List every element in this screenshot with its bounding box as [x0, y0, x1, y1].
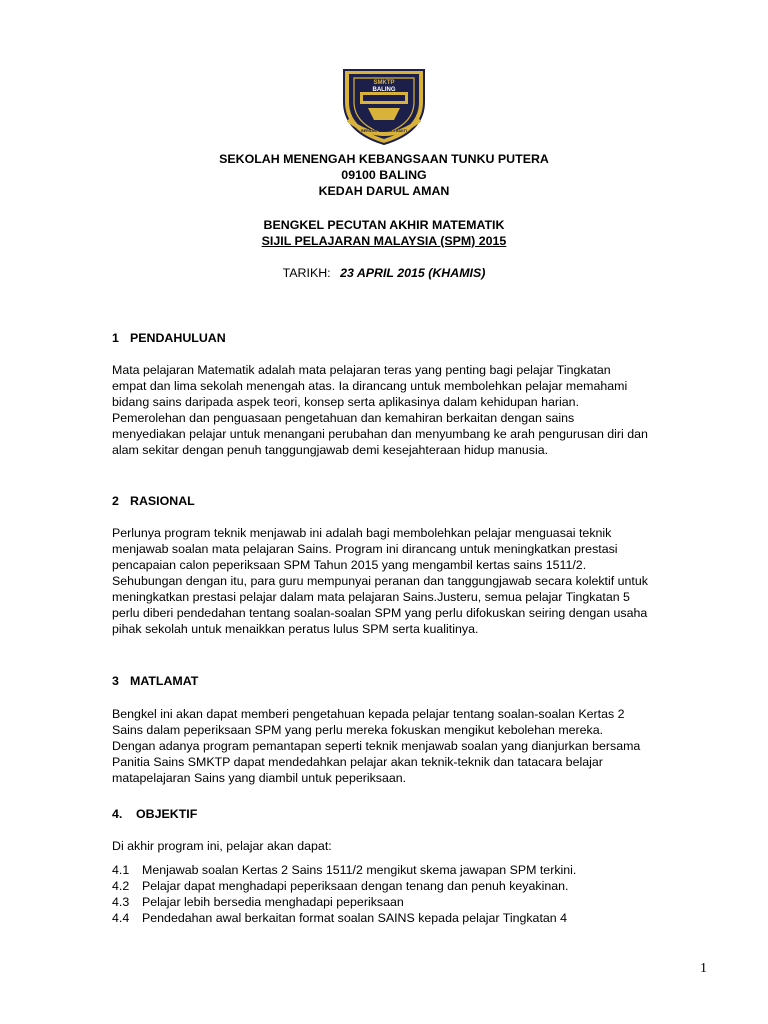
section-number: 4. [112, 807, 123, 821]
paragraph-line: Panitia Sains SMKTP dapat mendedahkan pelajar akan teknik-teknik dan tatacara belajar [112, 755, 603, 769]
paragraph-line: meningkatkan prestasi pelajar dalam mata pelajaran Sains.Justeru, semua pelajar Tingkatan 5 [112, 590, 630, 604]
objectives-list [112, 862, 712, 926]
event-title: BENGKEL PECUTAN AKHIR MATEMATIK [263, 218, 505, 232]
paragraph-line: pihak sekolah untuk menaikkan peratus lulus SPM serta kualitinya. [112, 622, 479, 636]
section-title: RASIONAL [130, 494, 195, 508]
paragraph-line: empat dan lima sekolah menengah atas. Ia dirancang untuk membolehkan pelajar memahami [112, 379, 628, 393]
paragraph-line: Sains dalam peperiksaan SPM yang perlu mereka fokuskan mengikut kebolehan mereka. [112, 723, 604, 737]
paragraph-line: Sehubungan dengan itu, para guru mempunyai peranan dan tanggungjawab secara kolektif untuk [112, 574, 648, 588]
paragraph-line: bidang sains daripada aspek teori, konsep serta aplikasinya dalam kehidupan harian. [112, 395, 580, 409]
svg-text:BALING: BALING [372, 87, 396, 93]
exam-title: SIJIL PELAJARAN MALAYSIA (SPM) 2015 [261, 234, 507, 248]
paragraph-line: pencapaian calon peperiksaan SPM Tahun 2015 yang mengambil kertas sains 1511/2. [112, 558, 587, 572]
school-name: SEKOLAH MENENGAH KEBANGSAAN TUNKU PUTERA [219, 152, 549, 166]
paragraph-line: Pemerolehan dan penguasaan pengetahuan dan kemahiran berkaitan dengan sains [112, 411, 575, 425]
objective-text: Pendedahan awal berkaitan format soalan SAINS kepada pelajar Tingkatan 4 [142, 911, 568, 925]
section-title: MATLAMAT [130, 674, 199, 688]
objective-number: 4.1 [112, 863, 130, 877]
section-heading [112, 806, 197, 822]
paragraph-line: menjawab soalan mata pelajaran Sains. Program ini dirancang untuk meningkatkan prestasi [112, 542, 618, 556]
objective-number: 4.2 [112, 879, 130, 893]
section-heading [112, 330, 226, 346]
section-heading [112, 493, 195, 509]
paragraph-line: Bengkel ini akan dapat memberi pengetahuan kepada pelajar tentang soalan-soalan Kertas 2 [112, 707, 625, 721]
paragraph-line: matapelajaran Sains yang diambil untuk peperiksaan. [112, 771, 407, 785]
list-item [112, 894, 712, 910]
list-item [112, 878, 712, 894]
paragraph-line: Perlunya program teknik menjawab ini adalah bagi membolehkan pelajar menguasai teknik [112, 526, 612, 540]
list-item [112, 862, 712, 878]
list-item [112, 910, 712, 926]
section-title: PENDAHULUAN [130, 331, 226, 345]
paragraph-line: Mata pelajaran Matematik adalah mata pelajaran teras yang penting bagi pelajar Tingkatan [112, 363, 611, 377]
objective-number: 4.3 [112, 895, 130, 909]
section-paragraph [112, 525, 712, 637]
paragraph-line: Dengan adanya program pemantapan seperti teknik menjawab soalan yang dianjurkan bersama [112, 739, 641, 753]
page-number: 1 [700, 961, 707, 976]
paragraph-line: alam sekitar dengan penuh tanggungjawab demi kesejahteraan hidup manusia. [112, 443, 549, 457]
svg-text:BERILMU BERBUDI BAKTI: BERILMU BERBUDI BAKTI [361, 129, 407, 133]
svg-text:SMKTP: SMKTP [373, 80, 395, 86]
paragraph-line: Di akhir program ini, pelajar akan dapat: [112, 839, 332, 853]
section-number: 2 [112, 494, 119, 508]
date-value: 23 APRIL 2015 (KHAMIS) [340, 266, 486, 280]
objective-text: Menjawab soalan Kertas 2 Sains 1511/2 mengikut skema jawapan SPM terkini. [142, 863, 577, 877]
section-number: 1 [112, 331, 119, 345]
school-postcode-city: 09100 BALING [341, 168, 427, 182]
school-state: KEDAH DARUL AMAN [318, 184, 450, 198]
date-label: TARIKH: [282, 266, 331, 280]
section-paragraph [112, 706, 712, 786]
section-paragraph [112, 362, 712, 458]
paragraph-line: perlu diberi pendedahan tentang soalan-soalan SPM yang perlu difokuskan seiring dengan usaha [112, 606, 648, 620]
objective-number: 4.4 [112, 911, 130, 925]
section-heading [112, 673, 198, 689]
section-paragraph [112, 838, 712, 854]
objective-text: Pelajar lebih bersedia menghadapi peperiksaan [142, 895, 404, 909]
paragraph-line: menyediakan pelajar untuk menangani perubahan dan menyumbang ke arah pengurusan diri dan [112, 427, 648, 441]
section-title: OBJEKTIF [136, 807, 198, 821]
event-date [0, 265, 768, 281]
objective-text: Pelajar dapat menghadapi peperiksaan dengan tenang dan penuh keyakinan. [142, 879, 569, 893]
section-number: 3 [112, 674, 119, 688]
school-crest-logo [338, 62, 430, 146]
